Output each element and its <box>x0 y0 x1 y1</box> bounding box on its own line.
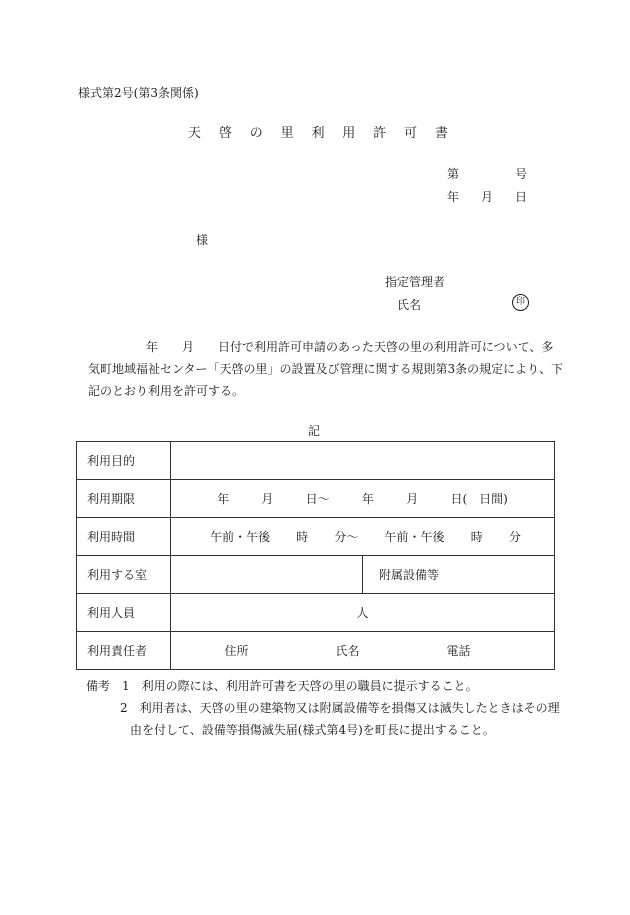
issuer-title: 指定管理者 <box>385 275 446 289</box>
responsible-part: 住所 <box>224 644 249 658</box>
doc-number-suffix: 号 <box>514 167 527 181</box>
ki-heading: 記 <box>308 424 321 438</box>
seal-icon: 印 <box>512 294 529 311</box>
date-month: 月 <box>480 190 493 204</box>
responsible-part: 氏名 <box>335 644 360 658</box>
addressee-honorific: 様 <box>196 233 209 247</box>
period-part: 年 <box>361 492 374 506</box>
date-year: 年 <box>447 190 460 204</box>
title-char: 書 <box>434 126 448 141</box>
table-row <box>77 442 555 480</box>
purpose-label: 利用目的 <box>77 442 171 480</box>
form-number: 様式第2号(第3条関係) <box>78 86 199 100</box>
time-part: 分〜 <box>334 530 359 544</box>
title-char: 利 <box>311 126 325 141</box>
period-part: 日〜 <box>305 492 330 506</box>
time-part: 分 <box>508 530 521 544</box>
period-part: 月 <box>406 492 419 506</box>
responsible-value <box>171 632 555 670</box>
doc-number-prefix: 第 <box>447 167 460 181</box>
notes <box>86 675 560 741</box>
people-label: 利用人員 <box>77 594 171 632</box>
document-number <box>447 165 527 182</box>
room-label: 利用する室 <box>77 556 171 594</box>
time-label: 利用時間 <box>77 518 171 556</box>
body-line: 気町地域福祉センター「天啓の里」の設置及び管理に関する規則第3条の規定により、下 <box>88 362 564 376</box>
responsible-part: 電話 <box>446 644 471 658</box>
document-title <box>188 122 448 141</box>
time-value <box>171 518 555 556</box>
title-char: 天 <box>188 126 202 141</box>
responsible-label: 利用責任者 <box>77 632 171 670</box>
body-line: 記のとおり利用を許可する。 <box>88 384 245 398</box>
time-part: 午前・午後 <box>210 530 271 544</box>
period-part: 月 <box>261 492 274 506</box>
title-char: 用 <box>342 126 356 141</box>
people-unit: 人 <box>356 606 369 620</box>
permit-table <box>76 441 555 670</box>
table-row <box>77 594 555 632</box>
title-char: 許 <box>373 126 387 141</box>
table-row <box>77 480 555 518</box>
title-char: 啓 <box>218 126 232 141</box>
note-line: 備考 1 利用の際には、利用許可書を天啓の里の職員に提示すること。 <box>86 679 478 693</box>
title-char: 里 <box>280 126 294 141</box>
people-value <box>171 594 555 632</box>
note-line: 2 利用者は、天啓の里の建築物又は附属設備等を損傷又は滅失したときはその理 <box>120 701 560 715</box>
date-day: 日 <box>514 190 527 204</box>
title-char: 可 <box>404 126 418 141</box>
equipment-label: 附属設備等 <box>363 556 555 594</box>
document-date <box>447 188 527 205</box>
issuer-name-label: 氏名 <box>397 298 422 312</box>
time-part: 時 <box>470 530 483 544</box>
table-row <box>77 632 555 670</box>
time-part: 時 <box>296 530 309 544</box>
period-value <box>171 480 555 518</box>
table-row <box>77 518 555 556</box>
purpose-value <box>171 442 555 480</box>
title-char: の <box>249 126 263 141</box>
period-part: 年 <box>217 492 230 506</box>
body-paragraph <box>88 336 564 402</box>
period-label: 利用期限 <box>77 480 171 518</box>
room-value <box>171 556 363 594</box>
table-row <box>77 556 555 594</box>
note-line: 由を付して、設備等損傷滅失届(様式第4号)を町長に提出すること。 <box>130 723 495 737</box>
time-part: 午前・午後 <box>384 530 445 544</box>
period-part: 日( 日間) <box>450 492 508 506</box>
body-line: 年 月 日付で利用許可申請のあった天啓の里の利用許可について、多 <box>146 340 554 354</box>
